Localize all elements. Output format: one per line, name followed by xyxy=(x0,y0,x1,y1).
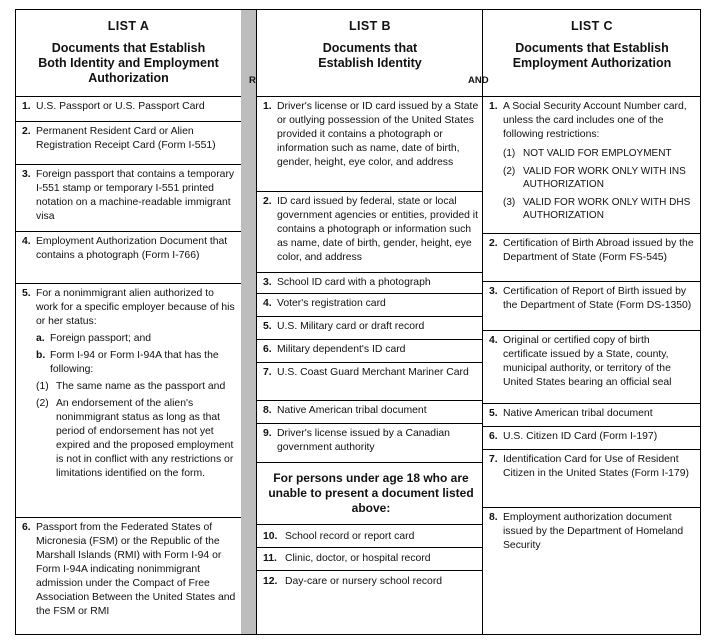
list-b-item-7 xyxy=(257,362,483,400)
item-text: Permanent Resident Card or Alien Registration Receipt Card (Form I-551) xyxy=(36,126,216,151)
item-number: 2. xyxy=(263,196,272,207)
list-b-item-8 xyxy=(257,400,483,423)
list-c-header xyxy=(483,10,701,100)
item-text: U.S. Passport or U.S. Passport Card xyxy=(36,101,205,112)
item-text: Clinic, doctor, or hospital record xyxy=(285,553,431,564)
list-c-item-4 xyxy=(483,330,701,403)
sub-letter: b. xyxy=(36,350,46,361)
restriction-number: (3) xyxy=(503,197,516,208)
list-c-item-2 xyxy=(483,233,701,281)
item-text: Driver's license or ID card issued by a State or outlying possession of the United States provided it contains a photograph or information such as name, date of birth, gender, height, eye color, and address xyxy=(277,101,479,168)
item-text: Native American tribal document xyxy=(503,408,653,419)
list-b-item-4 xyxy=(257,293,483,316)
list-b-column xyxy=(256,10,483,634)
item-text: Employment authorization document issued by the Department of Homeland Security xyxy=(503,512,684,551)
list-b-item-3 xyxy=(257,272,483,293)
item-number: 9. xyxy=(263,428,272,439)
list-b-item-11 xyxy=(257,547,483,570)
list-c-subtitle: Documents that Establish Employment Authorization xyxy=(512,41,672,70)
list-a-item-2 xyxy=(16,121,241,164)
item-text: Identification Card for Use of Resident Citizen in the United States (Form I-179) xyxy=(503,454,689,479)
list-b-item-2 xyxy=(257,191,483,272)
item-text: A Social Security Account Number card, unless the card includes one of the following restrictions: xyxy=(503,101,687,140)
item-text: U.S. Coast Guard Merchant Mariner Card xyxy=(277,367,469,378)
item-text: Foreign passport that contains a temporary I-551 stamp or temporary I-551 printed notation on a machine-readable immigrant visa xyxy=(36,169,235,222)
list-a-item-4 xyxy=(16,231,241,283)
list-a-item-6 xyxy=(16,517,241,634)
item-number: 3. xyxy=(489,286,498,297)
list-c-item-7 xyxy=(483,449,701,507)
list-b-item-10 xyxy=(257,524,483,547)
item-number: 12. xyxy=(263,576,278,587)
restriction-text: VALID FOR WORK ONLY WITH INS AUTHORIZATION xyxy=(523,166,686,190)
list-c-item-1 xyxy=(483,96,701,233)
list-c-column xyxy=(482,10,701,634)
item-number: 3. xyxy=(263,277,272,288)
item-number: 4. xyxy=(22,236,31,247)
list-b-item-1 xyxy=(257,96,483,191)
list-c-item-8 xyxy=(483,507,701,634)
list-a-item-1 xyxy=(16,96,241,121)
list-c-item-5 xyxy=(483,403,701,426)
item-number: 2. xyxy=(489,238,498,249)
restriction-number: (2) xyxy=(503,166,516,177)
list-c-item-6 xyxy=(483,426,701,449)
item-text: Driver's license issued by a Canadian government authority xyxy=(277,428,450,453)
sub-text: An endorsement of the alien's nonimmigrant status as long as that period of endorsement has not yet expired and the proposed employment is not in conflict with any restrictions or limitations identified on the form. xyxy=(56,398,234,479)
list-a-item-3 xyxy=(16,164,241,231)
list-a-item-5 xyxy=(16,283,241,517)
list-b-title: LIST B xyxy=(349,19,391,33)
restriction-text: NOT VALID FOR EMPLOYMENT xyxy=(523,148,672,159)
item-number: 6. xyxy=(22,522,31,533)
list-b-item-9 xyxy=(257,423,483,462)
sub-text: Form I-94 or Form I-94A that has the following: xyxy=(50,350,219,375)
item-number: 5. xyxy=(263,321,272,332)
item-number: 3. xyxy=(22,169,31,180)
list-b-subtitle: Documents that Establish Identity xyxy=(318,41,422,70)
list-a-title: LIST A xyxy=(107,19,150,33)
item-number: 10. xyxy=(263,531,278,542)
or-connector: R xyxy=(249,75,256,86)
minors-heading: For persons under age 18 who are unable to present a document listed above: xyxy=(268,471,474,515)
list-b-item-6 xyxy=(257,339,483,362)
item-text: Military dependent's ID card xyxy=(277,344,406,355)
item-text: For a nonimmigrant alien authorized to work for a specific employer because of his or her status: xyxy=(36,288,235,327)
list-b-header xyxy=(257,10,483,100)
item-number: 7. xyxy=(489,454,498,465)
and-connector: AND xyxy=(468,75,489,86)
item-number: 6. xyxy=(263,344,272,355)
item-text: School record or report card xyxy=(285,531,415,542)
sub-number: (2) xyxy=(36,398,49,409)
item-text: Passport from the Federated States of Micronesia (FSM) or the Republic of the Marshall Islands (RMI) with Form I-94 or Form I-94A indicating nonimmigrant admission under the Compact of Free Association Between the United States and the FSM or RMI xyxy=(36,522,236,617)
column-separator xyxy=(241,10,256,634)
item-number: 2. xyxy=(22,126,31,137)
item-number: 8. xyxy=(489,512,498,523)
list-c-title: LIST C xyxy=(571,19,613,33)
item-number: 1. xyxy=(489,101,498,112)
item-number: 6. xyxy=(489,431,498,442)
list-a-header xyxy=(16,10,241,100)
item-text: School ID card with a photograph xyxy=(277,277,431,288)
list-b-item-12 xyxy=(257,570,483,634)
list-b-item-5 xyxy=(257,316,483,339)
item-text: Voter's registration card xyxy=(277,298,386,309)
item-text: Original or certified copy of birth certificate issued by a State, county, municipal authority, or territory of the United States bearing an official seal xyxy=(503,335,672,388)
list-a-subtitle: Documents that Establish Both Identity and Employment Authorization xyxy=(38,41,219,85)
item-number: 11. xyxy=(263,553,277,564)
minors-section xyxy=(257,462,483,524)
acceptable-documents-table xyxy=(15,9,701,635)
item-text: Native American tribal document xyxy=(277,405,427,416)
item-number: 4. xyxy=(489,335,498,346)
item-text: Employment Authorization Document that contains a photograph (Form I-766) xyxy=(36,236,228,261)
item-number: 1. xyxy=(22,101,31,112)
item-number: 4. xyxy=(263,298,272,309)
sub-number: (1) xyxy=(36,381,49,392)
restriction-text: VALID FOR WORK ONLY WITH DHS AUTHORIZATION xyxy=(523,197,691,221)
item-text: Certification of Birth Abroad issued by the Department of State (Form FS-545) xyxy=(503,238,694,263)
item-text: U.S. Military card or draft record xyxy=(277,321,425,332)
restriction-number: (1) xyxy=(503,148,516,159)
item-text: Day-care or nursery school record xyxy=(285,576,443,587)
item-text: Certification of Report of Birth issued by the Department of State (Form DS-1350) xyxy=(503,286,692,311)
sub-text: Foreign passport; and xyxy=(50,333,152,344)
sub-letter: a. xyxy=(36,333,45,344)
item-number: 7. xyxy=(263,367,272,378)
item-text: U.S. Citizen ID Card (Form I-197) xyxy=(503,431,658,442)
item-number: 5. xyxy=(489,408,498,419)
list-c-item-3 xyxy=(483,281,701,330)
sub-text: The same name as the passport and xyxy=(56,381,226,392)
item-text: ID card issued by federal, state or local government agencies or entities, provided it contains a photograph or information such as name, date of birth, gender, height, eye color, and address xyxy=(277,196,478,263)
item-number: 1. xyxy=(263,101,272,112)
item-number: 8. xyxy=(263,405,272,416)
item-number: 5. xyxy=(22,288,31,299)
list-a-column xyxy=(16,10,241,634)
